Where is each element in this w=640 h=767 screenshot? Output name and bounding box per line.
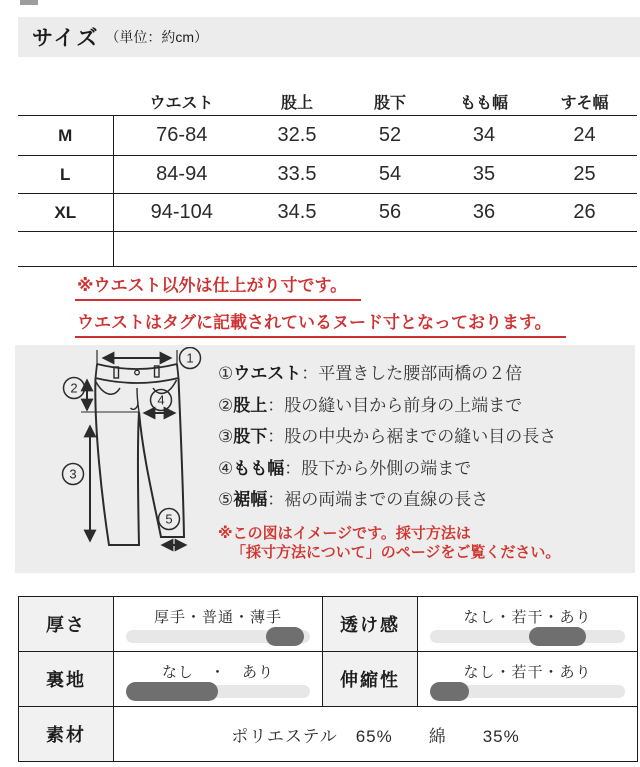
section-unit-note: （単位：約cm）	[105, 29, 208, 45]
col-header-hem: すそ幅	[560, 95, 609, 112]
size-row-empty	[18, 232, 637, 267]
spec-slider-stretch	[418, 652, 638, 707]
marker-number: 3	[69, 466, 77, 482]
cell-value: 94-104	[150, 201, 213, 223]
slider-track	[126, 685, 310, 698]
cell-value: 34	[472, 124, 496, 146]
scale-labels: 厚手・普通・薄手	[153, 608, 282, 626]
cell-value: 25	[573, 163, 596, 185]
col-header-waist: ウエスト	[149, 95, 214, 112]
marker-number: 4	[157, 392, 165, 408]
size-label: L	[18, 156, 113, 194]
size-label: M	[18, 116, 113, 156]
size-table-header-row	[18, 90, 637, 116]
cell-value: 52	[378, 124, 402, 146]
top-edge-dash	[20, 0, 38, 5]
slider-indicator	[266, 627, 305, 646]
cell-value: 35	[472, 163, 496, 185]
slider-track	[126, 630, 310, 643]
measure-guide-panel	[15, 345, 635, 573]
cell-value: 24	[573, 124, 596, 146]
waistband	[96, 364, 179, 383]
col-header-thigh: もも幅	[459, 95, 508, 112]
size-label: XL	[18, 194, 113, 232]
guide-item-thigh: ④もも幅：股下から外側の端まで	[218, 458, 472, 478]
cell-value: 26	[573, 201, 596, 223]
diagram-markers	[63, 348, 201, 530]
section-header	[18, 17, 640, 57]
guide-disclaimer-line2: 「採寸方法について」のページをご覧ください。	[231, 543, 561, 561]
spec-row-lining-stretch	[19, 652, 638, 707]
slider-track	[430, 630, 625, 643]
waist-button-icon	[135, 370, 140, 375]
section-title: サイズ	[32, 27, 100, 50]
marker-number: 1	[186, 350, 194, 366]
spec-label-material: 素材	[19, 707, 114, 762]
guide-disclaimer	[218, 524, 628, 562]
note-finished-measure: ※ウエスト以外は仕上がり寸です。	[75, 271, 361, 301]
belt-loop	[114, 367, 119, 378]
cell-value: 54	[378, 163, 402, 185]
left-pocket	[96, 382, 120, 394]
scale-labels: なし ・ あり	[161, 663, 274, 681]
cell-value: 76-84	[156, 124, 208, 146]
size-row-l	[18, 156, 637, 194]
spec-row-thickness-sheerness	[19, 597, 638, 652]
cell-value: 36	[472, 201, 496, 223]
slider-indicator	[126, 682, 218, 701]
cell-value: 33.5	[277, 163, 317, 185]
guide-item-hem: ⑤裾幅：裾の両端までの直線の長さ	[218, 490, 489, 509]
spec-material-value: ポリエステル 65% 綿 35%	[114, 707, 638, 762]
spec-label-thickness: 厚さ	[19, 597, 114, 652]
fly-seam	[131, 388, 140, 412]
spec-slider-lining	[114, 652, 323, 707]
cell-value: 32.5	[277, 124, 317, 146]
pants-diagram	[57, 347, 242, 571]
cell-value: 34.5	[277, 201, 317, 223]
slider-track	[430, 685, 625, 698]
note-nude-measure: ウエストはタグに記載されているヌード寸となっております。	[75, 308, 566, 338]
spec-table	[18, 596, 638, 762]
spec-slider-thickness	[114, 597, 323, 652]
scale-labels: なし・若干・あり	[463, 663, 592, 681]
cell-value: 84-94	[156, 163, 208, 185]
size-row-xl	[18, 194, 637, 232]
slider-indicator	[430, 682, 469, 701]
spec-label-stretch: 伸縮性	[323, 652, 418, 707]
size-notes	[75, 271, 566, 345]
scale-labels: なし・若干・あり	[463, 608, 592, 626]
size-table-corner	[18, 90, 113, 116]
guide-disclaimer-line1: ※この図はイメージです。採寸方法は	[218, 524, 471, 542]
spec-label-sheerness: 透け感	[323, 597, 418, 652]
guide-item-rise: ②股上：股の縫い目から前身の上端まで	[218, 395, 523, 415]
guide-item-waist: ①ウエスト：平置きした腰部両橋の２倍	[218, 364, 523, 383]
size-row-m	[18, 116, 637, 156]
cell-value: 56	[378, 201, 402, 223]
col-header-rise: 股上	[280, 95, 313, 112]
spec-label-lining: 裏地	[19, 652, 114, 707]
slider-indicator	[529, 627, 586, 646]
marker-number: 2	[70, 380, 78, 396]
col-header-inseam: 股下	[373, 95, 406, 112]
marker-number: 5	[165, 511, 173, 527]
spec-row-material	[19, 707, 638, 762]
guide-item-inseam: ③股下：股の中央から裾までの縫い目の長さ	[218, 427, 557, 446]
measure-guide-list	[218, 358, 628, 562]
spec-slider-sheerness	[418, 597, 638, 652]
size-table	[18, 90, 637, 267]
